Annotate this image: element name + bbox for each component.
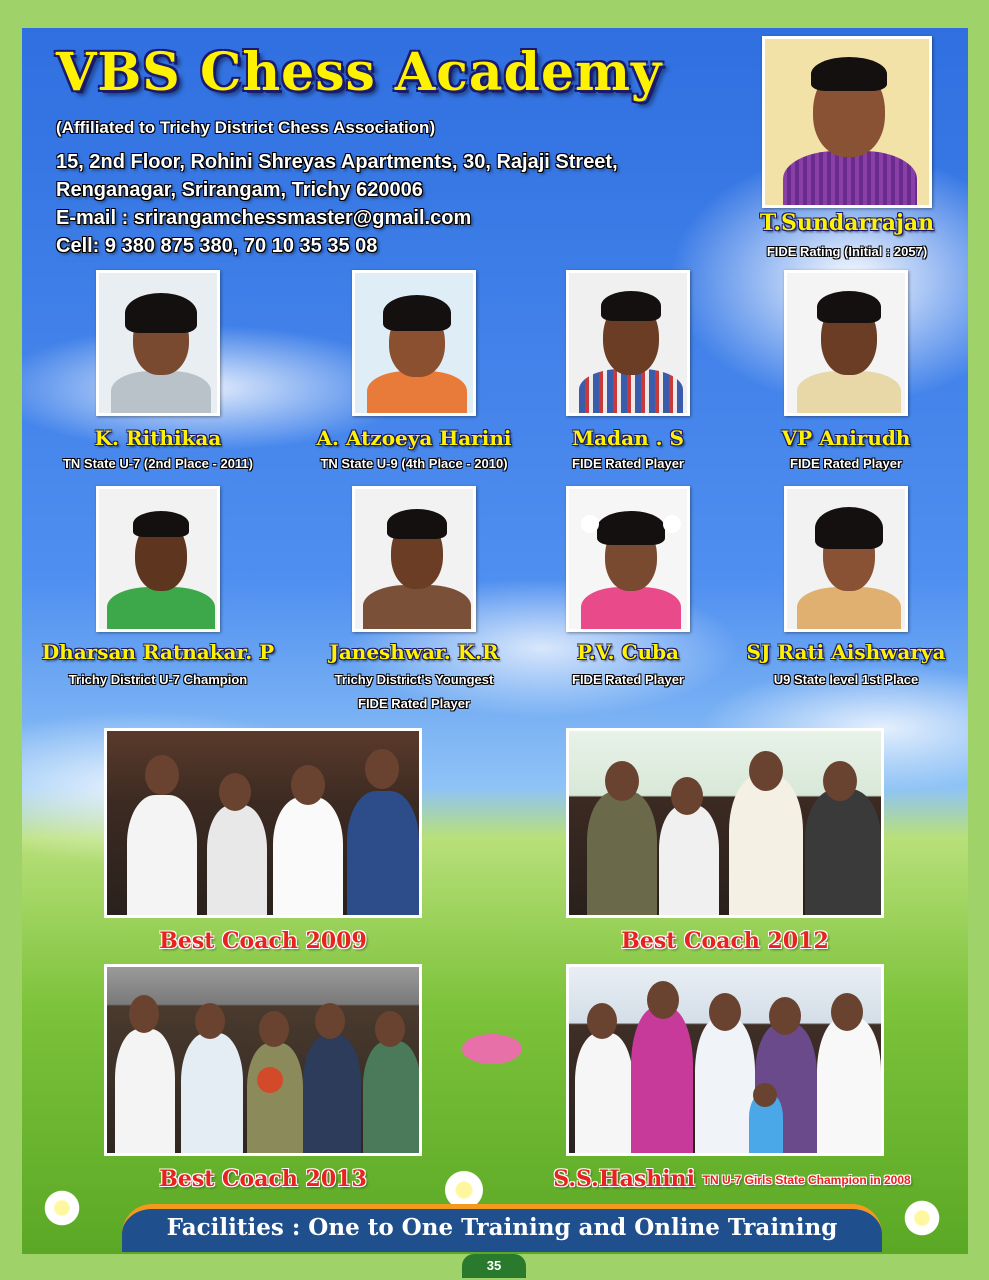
award-photo-2009 (104, 728, 422, 918)
academy-affiliation: (Affiliated to Trichy District Chess Association) (56, 118, 436, 137)
player-photo-dharsan (96, 486, 220, 632)
page-number: 35 (462, 1254, 526, 1278)
award-photo-2013 (104, 964, 422, 1156)
cell-line: Cell: 9 380 875 380, 70 10 35 35 08 (56, 235, 378, 257)
coach-name: T.Sundarrajan (759, 210, 935, 236)
award-caption: Best Coach 2013 (159, 1166, 367, 1192)
player-note: Trichy District U-7 Champion (68, 672, 248, 687)
player-note: FIDE Rated Player (572, 672, 684, 687)
pink-flower-decoration (462, 1034, 522, 1064)
player-name: SJ Rati Aishwarya (746, 640, 946, 664)
award-photo-2012 (566, 728, 884, 918)
award-caption: Best Coach 2009 (159, 928, 367, 954)
player-note: U9 State level 1st Place (773, 672, 919, 687)
player-note: Trichy District's Youngest (334, 672, 494, 687)
facilities-text: Facilities : One to One Training and Online Training (166, 1214, 838, 1241)
address-line-1: 15, 2nd Floor, Rohini Shreyas Apartments, 30, Rajaji Street, (56, 151, 618, 173)
player-photo-anirudh (784, 270, 908, 416)
coach-photo (762, 36, 932, 208)
player-name: Madan . S (572, 426, 684, 450)
player-name: Dharsan Ratnakar. P (41, 640, 275, 664)
coach-rating: FIDE Rating (Initial : 2057) (766, 244, 928, 259)
email-line: E-mail : srirangamchessmaster@gmail.com (56, 207, 472, 229)
player-note: FIDE Rated Player (790, 456, 902, 471)
player-photo-aishwarya (784, 486, 908, 632)
player-name: A. Atzoeya Harini (316, 426, 512, 450)
player-name: Janeshwar. K.R (329, 640, 499, 664)
award-caption-name: S.S.Hashini (553, 1166, 695, 1192)
award-caption-sub: TN U-7 Girls State Champion in 2008 (702, 1173, 911, 1187)
brochure-page (22, 28, 968, 1254)
player-note-line-2: FIDE Rated Player (358, 696, 470, 711)
player-photo-rithikaa (96, 270, 220, 416)
award-caption (522, 1166, 942, 1192)
player-photo-madan (566, 270, 690, 416)
player-photo-cuba (566, 486, 690, 632)
daisy-decoration (42, 1188, 82, 1228)
player-name: P.V. Cuba (576, 640, 680, 664)
player-note: FIDE Rated Player (572, 456, 684, 471)
player-note: TN State U-7 (2nd Place - 2011) (62, 456, 253, 471)
address-line-2: Renganagar, Srirangam, Trichy 620006 (56, 179, 423, 201)
player-note: TN State U-9 (4th Place - 2010) (320, 456, 508, 471)
academy-contact (56, 148, 746, 260)
player-name: VP Anirudh (781, 426, 911, 450)
daisy-decoration (902, 1198, 942, 1238)
player-photo-harini (352, 270, 476, 416)
player-photo-janeshwar (352, 486, 476, 632)
award-caption: Best Coach 2012 (621, 928, 829, 954)
academy-title: VBS Chess Academy (56, 42, 663, 103)
award-photo-hashini (566, 964, 884, 1156)
player-name: K. Rithikaa (94, 426, 222, 450)
